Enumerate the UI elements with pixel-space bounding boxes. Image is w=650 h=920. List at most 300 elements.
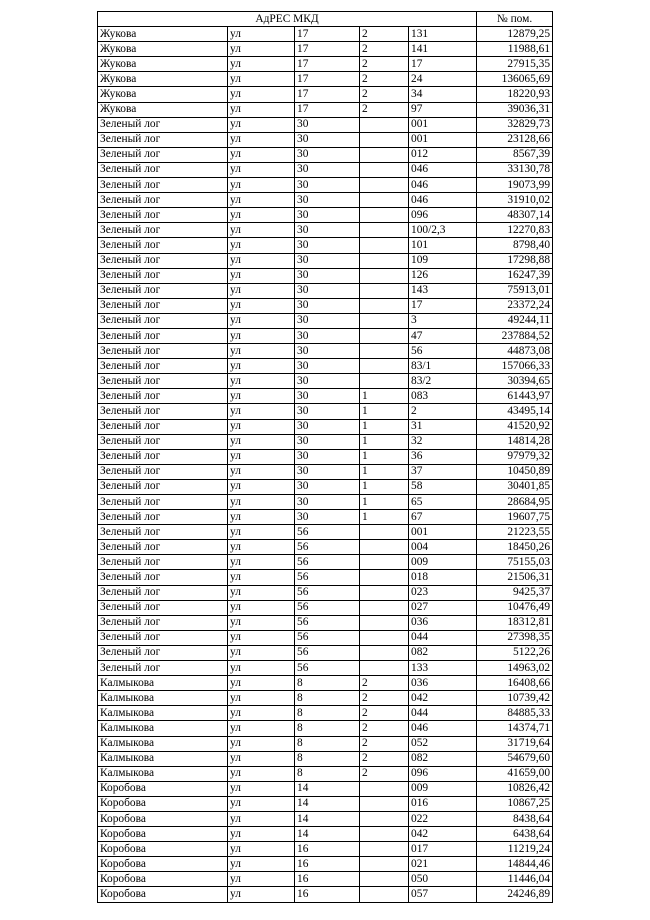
house-cell: 30 (295, 298, 360, 313)
table-row (98, 404, 553, 419)
house-cell: 8 (295, 676, 360, 691)
apartment-cell: 046 (409, 162, 477, 177)
table-row (98, 283, 553, 298)
house-cell: 30 (295, 328, 360, 343)
street-cell: Зеленый лог (98, 344, 228, 359)
building-cell (360, 615, 409, 630)
apartment-cell: 021 (409, 857, 477, 872)
debt-cell: 9425,37 (477, 585, 553, 600)
house-cell: 8 (295, 706, 360, 721)
debt-cell: 17298,88 (477, 253, 553, 268)
building-cell (360, 374, 409, 389)
street-cell: Калмыкова (98, 736, 228, 751)
debt-cell: 10826,42 (477, 781, 553, 796)
street-cell: Зеленый лог (98, 147, 228, 162)
table-row (98, 434, 553, 449)
apartment-cell: 082 (409, 645, 477, 660)
street-type-cell: ул (228, 27, 295, 42)
street-cell: Зеленый лог (98, 525, 228, 540)
house-cell: 30 (295, 132, 360, 147)
street-type-cell: ул (228, 781, 295, 796)
street-type-cell: ул (228, 298, 295, 313)
house-cell: 30 (295, 283, 360, 298)
street-type-cell: ул (228, 766, 295, 781)
house-cell: 8 (295, 736, 360, 751)
street-type-cell: ул (228, 630, 295, 645)
debt-cell: 21223,55 (477, 525, 553, 540)
debt-cell: 10739,42 (477, 691, 553, 706)
house-cell: 17 (295, 72, 360, 87)
street-cell: Зеленый лог (98, 268, 228, 283)
building-cell (360, 811, 409, 826)
street-type-cell: ул (228, 827, 295, 842)
apartment-cell: 83/1 (409, 359, 477, 374)
building-cell: 2 (360, 57, 409, 72)
street-type-cell: ул (228, 193, 295, 208)
table-row (98, 872, 553, 887)
apartment-cell: 67 (409, 510, 477, 525)
house-cell: 30 (295, 117, 360, 132)
debt-cell: 30394,65 (477, 374, 553, 389)
building-cell: 2 (360, 676, 409, 691)
building-cell: 2 (360, 102, 409, 117)
house-cell: 30 (295, 464, 360, 479)
apartment-cell: 32 (409, 434, 477, 449)
house-cell: 30 (295, 404, 360, 419)
table-row (98, 162, 553, 177)
debt-cell: 19607,75 (477, 510, 553, 525)
table-row (98, 72, 553, 87)
apartment-cell: 096 (409, 766, 477, 781)
table-row (98, 193, 553, 208)
street-cell: Зеленый лог (98, 359, 228, 374)
table-row (98, 359, 553, 374)
debt-cell: 24246,89 (477, 887, 553, 902)
street-type-cell: ул (228, 842, 295, 857)
street-cell: Зеленый лог (98, 661, 228, 676)
apartment-cell: 17 (409, 298, 477, 313)
street-cell: Калмыкова (98, 751, 228, 766)
table-row (98, 766, 553, 781)
street-cell: Зеленый лог (98, 208, 228, 223)
table-row (98, 223, 553, 238)
debt-cell: 14844,46 (477, 857, 553, 872)
apartment-cell: 044 (409, 706, 477, 721)
apartment-cell: 036 (409, 676, 477, 691)
house-cell: 30 (295, 419, 360, 434)
apartment-cell: 83/2 (409, 374, 477, 389)
house-cell: 16 (295, 842, 360, 857)
table-row (98, 313, 553, 328)
debt-cell: 10450,89 (477, 464, 553, 479)
debt-cell: 75155,03 (477, 555, 553, 570)
house-cell: 14 (295, 796, 360, 811)
street-type-cell: ул (228, 147, 295, 162)
table-row (98, 253, 553, 268)
table-row (98, 721, 553, 736)
debt-table (97, 11, 553, 903)
apartment-cell: 001 (409, 117, 477, 132)
debt-cell: 8567,39 (477, 147, 553, 162)
building-cell (360, 781, 409, 796)
building-cell (360, 344, 409, 359)
street-cell: Жукова (98, 87, 228, 102)
street-type-cell: ул (228, 238, 295, 253)
street-type-cell: ул (228, 283, 295, 298)
street-type-cell: ул (228, 374, 295, 389)
house-cell: 16 (295, 887, 360, 902)
street-type-cell: ул (228, 328, 295, 343)
building-cell (360, 313, 409, 328)
building-cell: 1 (360, 510, 409, 525)
street-type-cell: ул (228, 645, 295, 660)
house-cell: 8 (295, 691, 360, 706)
table-row (98, 238, 553, 253)
street-type-cell: ул (228, 87, 295, 102)
table-row (98, 796, 553, 811)
street-type-cell: ул (228, 736, 295, 751)
debt-cell: 157066,33 (477, 359, 553, 374)
house-cell: 17 (295, 87, 360, 102)
apartment-cell: 101 (409, 238, 477, 253)
apartment-cell: 34 (409, 87, 477, 102)
table-row (98, 555, 553, 570)
street-cell: Зеленый лог (98, 223, 228, 238)
debt-cell: 11988,61 (477, 42, 553, 57)
street-cell: Зеленый лог (98, 132, 228, 147)
building-cell (360, 661, 409, 676)
debt-cell: 41520,92 (477, 419, 553, 434)
building-cell (360, 570, 409, 585)
debt-cell: 30401,85 (477, 479, 553, 494)
street-type-cell: ул (228, 691, 295, 706)
debt-cell: 32829,73 (477, 117, 553, 132)
table-row (98, 374, 553, 389)
debt-cell: 11219,24 (477, 842, 553, 857)
apartment-cell: 100/2,3 (409, 223, 477, 238)
debt-cell: 12270,83 (477, 223, 553, 238)
table-row (98, 479, 553, 494)
building-cell: 1 (360, 464, 409, 479)
building-cell (360, 857, 409, 872)
street-type-cell: ул (228, 117, 295, 132)
street-cell: Калмыкова (98, 676, 228, 691)
debt-cell: 18450,26 (477, 540, 553, 555)
apartment-cell: 036 (409, 615, 477, 630)
building-cell: 2 (360, 87, 409, 102)
house-cell: 56 (295, 540, 360, 555)
house-cell: 56 (295, 600, 360, 615)
debt-cell: 8438,64 (477, 811, 553, 826)
building-cell (360, 208, 409, 223)
street-type-cell: ул (228, 510, 295, 525)
apartment-cell: 37 (409, 464, 477, 479)
building-cell: 2 (360, 72, 409, 87)
debt-cell: 23128,66 (477, 132, 553, 147)
street-cell: Коробова (98, 857, 228, 872)
street-cell: Калмыкова (98, 691, 228, 706)
street-cell: Зеленый лог (98, 495, 228, 510)
building-cell (360, 178, 409, 193)
building-cell: 2 (360, 721, 409, 736)
apartment-cell: 052 (409, 736, 477, 751)
apartment-cell: 009 (409, 555, 477, 570)
street-type-cell: ул (228, 449, 295, 464)
street-cell: Зеленый лог (98, 615, 228, 630)
debt-cell: 75913,01 (477, 283, 553, 298)
apartment-cell: 58 (409, 479, 477, 494)
debt-cell: 19073,99 (477, 178, 553, 193)
house-cell: 17 (295, 102, 360, 117)
debt-cell: 43495,14 (477, 404, 553, 419)
street-type-cell: ул (228, 419, 295, 434)
street-type-cell: ул (228, 887, 295, 902)
house-cell: 30 (295, 238, 360, 253)
street-cell: Зеленый лог (98, 238, 228, 253)
house-cell: 14 (295, 827, 360, 842)
street-cell: Зеленый лог (98, 630, 228, 645)
table-row (98, 328, 553, 343)
apartment-cell: 97 (409, 102, 477, 117)
street-type-cell: ул (228, 751, 295, 766)
apartment-cell: 017 (409, 842, 477, 857)
street-type-cell: ул (228, 404, 295, 419)
house-cell: 30 (295, 162, 360, 177)
building-cell (360, 283, 409, 298)
street-cell: Жукова (98, 102, 228, 117)
building-cell: 2 (360, 42, 409, 57)
house-cell: 56 (295, 661, 360, 676)
table-row (98, 495, 553, 510)
apartment-cell: 36 (409, 449, 477, 464)
table-row (98, 781, 553, 796)
debt-cell: 44873,08 (477, 344, 553, 359)
house-cell: 30 (295, 495, 360, 510)
street-type-cell: ул (228, 857, 295, 872)
table-row (98, 570, 553, 585)
apartment-cell: 042 (409, 691, 477, 706)
house-cell: 30 (295, 449, 360, 464)
building-cell (360, 796, 409, 811)
building-cell: 2 (360, 766, 409, 781)
header-address: АдРЕС МКД (98, 12, 477, 27)
building-cell: 1 (360, 479, 409, 494)
apartment-cell: 143 (409, 283, 477, 298)
table-row (98, 208, 553, 223)
street-type-cell: ул (228, 706, 295, 721)
debt-cell: 31719,64 (477, 736, 553, 751)
street-type-cell: ул (228, 872, 295, 887)
apartment-cell: 2 (409, 404, 477, 419)
house-cell: 30 (295, 253, 360, 268)
apartment-cell: 046 (409, 178, 477, 193)
table-row (98, 464, 553, 479)
apartment-cell: 3 (409, 313, 477, 328)
house-cell: 16 (295, 857, 360, 872)
street-cell: Калмыкова (98, 706, 228, 721)
house-cell: 30 (295, 359, 360, 374)
table-row (98, 268, 553, 283)
building-cell (360, 253, 409, 268)
debt-cell: 18220,93 (477, 87, 553, 102)
table-row (98, 600, 553, 615)
debt-cell: 23372,24 (477, 298, 553, 313)
apartment-cell: 022 (409, 811, 477, 826)
debt-cell: 6438,64 (477, 827, 553, 842)
street-cell: Жукова (98, 72, 228, 87)
debt-cell: 48307,14 (477, 208, 553, 223)
street-cell: Зеленый лог (98, 193, 228, 208)
street-type-cell: ул (228, 600, 295, 615)
street-type-cell: ул (228, 525, 295, 540)
street-cell: Зеленый лог (98, 600, 228, 615)
apartment-cell: 046 (409, 193, 477, 208)
debt-cell: 54679,60 (477, 751, 553, 766)
table-row (98, 525, 553, 540)
street-type-cell: ул (228, 796, 295, 811)
table-row (98, 344, 553, 359)
street-type-cell: ул (228, 313, 295, 328)
debt-cell: 14814,28 (477, 434, 553, 449)
house-cell: 30 (295, 268, 360, 283)
debt-cell: 5122,26 (477, 645, 553, 660)
building-cell (360, 238, 409, 253)
apartment-cell: 023 (409, 585, 477, 600)
debt-cell: 237884,52 (477, 328, 553, 343)
table-row (98, 645, 553, 660)
street-type-cell: ул (228, 495, 295, 510)
apartment-cell: 096 (409, 208, 477, 223)
apartment-cell: 56 (409, 344, 477, 359)
table-row (98, 27, 553, 42)
street-cell: Жукова (98, 27, 228, 42)
street-cell: Зеленый лог (98, 479, 228, 494)
house-cell: 30 (295, 178, 360, 193)
street-type-cell: ул (228, 811, 295, 826)
table-row (98, 630, 553, 645)
table-row (98, 691, 553, 706)
table-row (98, 419, 553, 434)
street-cell: Зеленый лог (98, 283, 228, 298)
debt-cell: 31910,02 (477, 193, 553, 208)
debt-cell: 21506,31 (477, 570, 553, 585)
street-type-cell: ул (228, 162, 295, 177)
debt-cell: 33130,78 (477, 162, 553, 177)
table-row (98, 117, 553, 132)
house-cell: 30 (295, 208, 360, 223)
building-cell: 1 (360, 419, 409, 434)
debt-cell: 27915,35 (477, 57, 553, 72)
house-cell: 14 (295, 781, 360, 796)
debt-cell: 11446,04 (477, 872, 553, 887)
apartment-cell: 009 (409, 781, 477, 796)
building-cell (360, 555, 409, 570)
house-cell: 30 (295, 193, 360, 208)
building-cell: 1 (360, 404, 409, 419)
street-type-cell: ул (228, 540, 295, 555)
street-cell: Зеленый лог (98, 449, 228, 464)
apartment-cell: 057 (409, 887, 477, 902)
table-body (98, 27, 553, 902)
street-cell: Зеленый лог (98, 510, 228, 525)
street-type-cell: ул (228, 208, 295, 223)
building-cell (360, 132, 409, 147)
apartment-cell: 24 (409, 72, 477, 87)
building-cell (360, 117, 409, 132)
debt-cell: 10476,49 (477, 600, 553, 615)
apartment-cell: 31 (409, 419, 477, 434)
street-type-cell: ул (228, 570, 295, 585)
building-cell: 2 (360, 27, 409, 42)
street-cell: Коробова (98, 796, 228, 811)
building-cell: 2 (360, 751, 409, 766)
street-cell: Зеленый лог (98, 178, 228, 193)
building-cell (360, 540, 409, 555)
street-cell: Зеленый лог (98, 404, 228, 419)
street-type-cell: ул (228, 389, 295, 404)
house-cell: 56 (295, 555, 360, 570)
debt-cell: 61443,97 (477, 389, 553, 404)
building-cell: 1 (360, 449, 409, 464)
street-cell: Зеленый лог (98, 298, 228, 313)
street-cell: Зеленый лог (98, 313, 228, 328)
table-row (98, 615, 553, 630)
building-cell (360, 298, 409, 313)
street-cell: Жукова (98, 57, 228, 72)
debt-cell: 14374,71 (477, 721, 553, 736)
building-cell (360, 600, 409, 615)
table-row (98, 449, 553, 464)
street-cell: Коробова (98, 811, 228, 826)
debt-cell: 12879,25 (477, 27, 553, 42)
street-type-cell: ул (228, 434, 295, 449)
table-row (98, 585, 553, 600)
table-row (98, 132, 553, 147)
street-cell: Калмыкова (98, 721, 228, 736)
table-row (98, 389, 553, 404)
apartment-cell: 001 (409, 132, 477, 147)
table-row (98, 102, 553, 117)
street-cell: Коробова (98, 872, 228, 887)
table-row (98, 842, 553, 857)
street-cell: Зеленый лог (98, 540, 228, 555)
table-row (98, 661, 553, 676)
street-cell: Зеленый лог (98, 162, 228, 177)
street-type-cell: ул (228, 661, 295, 676)
street-cell: Коробова (98, 781, 228, 796)
apartment-cell: 042 (409, 827, 477, 842)
table-row (98, 57, 553, 72)
building-cell (360, 223, 409, 238)
table-row (98, 147, 553, 162)
house-cell: 17 (295, 57, 360, 72)
house-cell: 56 (295, 645, 360, 660)
building-cell (360, 525, 409, 540)
street-type-cell: ул (228, 344, 295, 359)
building-cell: 2 (360, 736, 409, 751)
street-type-cell: ул (228, 359, 295, 374)
street-cell: Зеленый лог (98, 389, 228, 404)
apartment-cell: 141 (409, 42, 477, 57)
house-cell: 17 (295, 27, 360, 42)
table-row (98, 736, 553, 751)
street-cell: Зеленый лог (98, 570, 228, 585)
street-cell: Зеленый лог (98, 328, 228, 343)
debt-cell: 84885,33 (477, 706, 553, 721)
house-cell: 30 (295, 344, 360, 359)
table-row (98, 827, 553, 842)
header-apartment: № пом. (477, 12, 553, 27)
